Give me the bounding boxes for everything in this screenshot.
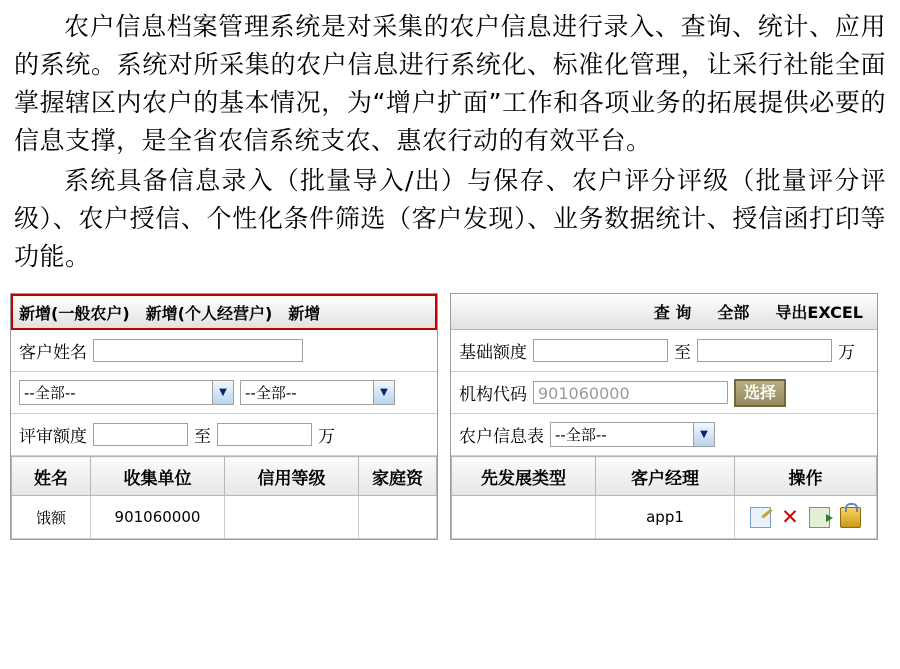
lock-icon[interactable] <box>840 507 861 528</box>
column-operations[interactable]: 操作 <box>735 457 877 496</box>
farmer-table-select[interactable] <box>550 422 715 447</box>
farmer-table-row <box>451 414 877 456</box>
base-amount-to-label: 至 <box>674 343 691 363</box>
left-panel <box>10 293 438 540</box>
chevron-down-icon: ▼ <box>212 381 233 404</box>
cell-credit-level <box>225 496 359 539</box>
column-develop-type[interactable]: 先发展类型 <box>452 457 596 496</box>
column-family-assets[interactable]: 家庭资 <box>359 457 437 496</box>
document-body <box>0 0 900 276</box>
paragraph-1: 农户信息档案管理系统是对采集的农户信息进行录入、查询、统计、应用的系统。系统对所采集的农户信息进行系统化、标准化管理，让采行社能全面掌握辖区内农户的基本情况，为“增户扩面”工作和各项业务的拓展提供必要的信息支撑，是全省农信系统支农、惠农行动的有效平台。 <box>14 12 886 155</box>
cell-develop-type <box>452 496 596 539</box>
chevron-down-icon: ▼ <box>693 423 714 446</box>
org-code-select-button[interactable]: 选择 <box>734 379 786 407</box>
cell-operations <box>735 496 877 539</box>
tab-add-more[interactable]: 新增 <box>288 303 321 323</box>
chevron-down-icon: ▼ <box>373 381 394 404</box>
left-results-table <box>11 456 437 539</box>
table-row[interactable] <box>452 496 877 539</box>
review-amount-unit: 万 <box>318 427 335 447</box>
select-two-value: --全部-- <box>245 384 297 402</box>
base-amount-row <box>451 330 877 372</box>
farmer-table-label: 农户信息表 <box>459 427 544 447</box>
base-amount-label: 基础额度 <box>459 343 527 363</box>
select-one[interactable] <box>19 380 234 405</box>
left-panel-tabbar <box>11 294 437 330</box>
all-button[interactable]: 全部 <box>717 303 750 322</box>
cell-account-manager: app1 <box>596 496 735 539</box>
edit-icon[interactable] <box>750 507 771 528</box>
review-amount-to-label: 至 <box>194 427 211 447</box>
customer-name-label: 客户姓名 <box>19 343 87 363</box>
column-collect-unit[interactable]: 收集单位 <box>91 457 225 496</box>
select-two[interactable] <box>240 380 395 405</box>
operations-group <box>741 504 870 529</box>
screenshot-panels <box>10 293 890 540</box>
base-amount-to-input[interactable] <box>697 339 832 362</box>
customer-name-input[interactable] <box>93 339 303 362</box>
table-row[interactable] <box>12 496 437 539</box>
column-account-manager[interactable]: 客户经理 <box>596 457 735 496</box>
base-amount-unit: 万 <box>838 343 855 363</box>
tab-add-general-farmer[interactable]: 新增(一般农户) <box>19 303 130 323</box>
right-panel <box>450 293 878 540</box>
right-panel-toolbar <box>451 294 877 330</box>
export-excel-button[interactable]: 导出EXCEL <box>775 303 863 322</box>
column-credit-level[interactable]: 信用等级 <box>225 457 359 496</box>
review-amount-to-input[interactable] <box>217 423 312 446</box>
org-code-value: 901060000 <box>538 384 630 403</box>
customer-name-row <box>11 330 437 372</box>
review-amount-row <box>11 414 437 456</box>
review-amount-label: 评审额度 <box>19 427 87 447</box>
cell-name: 饿额 <box>12 496 91 539</box>
paragraph-2: 系统具备信息录入（批量导入/出）与保存、农户评分评级（批量评分评级）、农户授信、个性化条件筛选（客户发现）、业务数据统计、授信函打印等功能。 <box>14 166 886 271</box>
farmer-table-select-value: --全部-- <box>555 426 607 444</box>
cell-collect-unit: 901060000 <box>91 496 225 539</box>
review-amount-from-input[interactable] <box>93 423 188 446</box>
org-code-input[interactable] <box>533 381 728 404</box>
base-amount-from-input[interactable] <box>533 339 668 362</box>
select-row <box>11 372 437 414</box>
select-one-value: --全部-- <box>24 384 76 402</box>
table-header-row <box>12 457 437 496</box>
table-header-row <box>452 457 877 496</box>
transfer-icon[interactable] <box>809 507 830 528</box>
right-results-table <box>451 456 877 539</box>
delete-icon[interactable]: ✕ <box>781 504 799 529</box>
org-code-label: 机构代码 <box>459 385 527 405</box>
cell-family-assets <box>359 496 437 539</box>
tab-add-individual-business[interactable]: 新增(个人经营户) <box>145 303 273 323</box>
column-name[interactable]: 姓名 <box>12 457 91 496</box>
query-button[interactable]: 查 询 <box>653 303 692 322</box>
org-code-row <box>451 372 877 414</box>
